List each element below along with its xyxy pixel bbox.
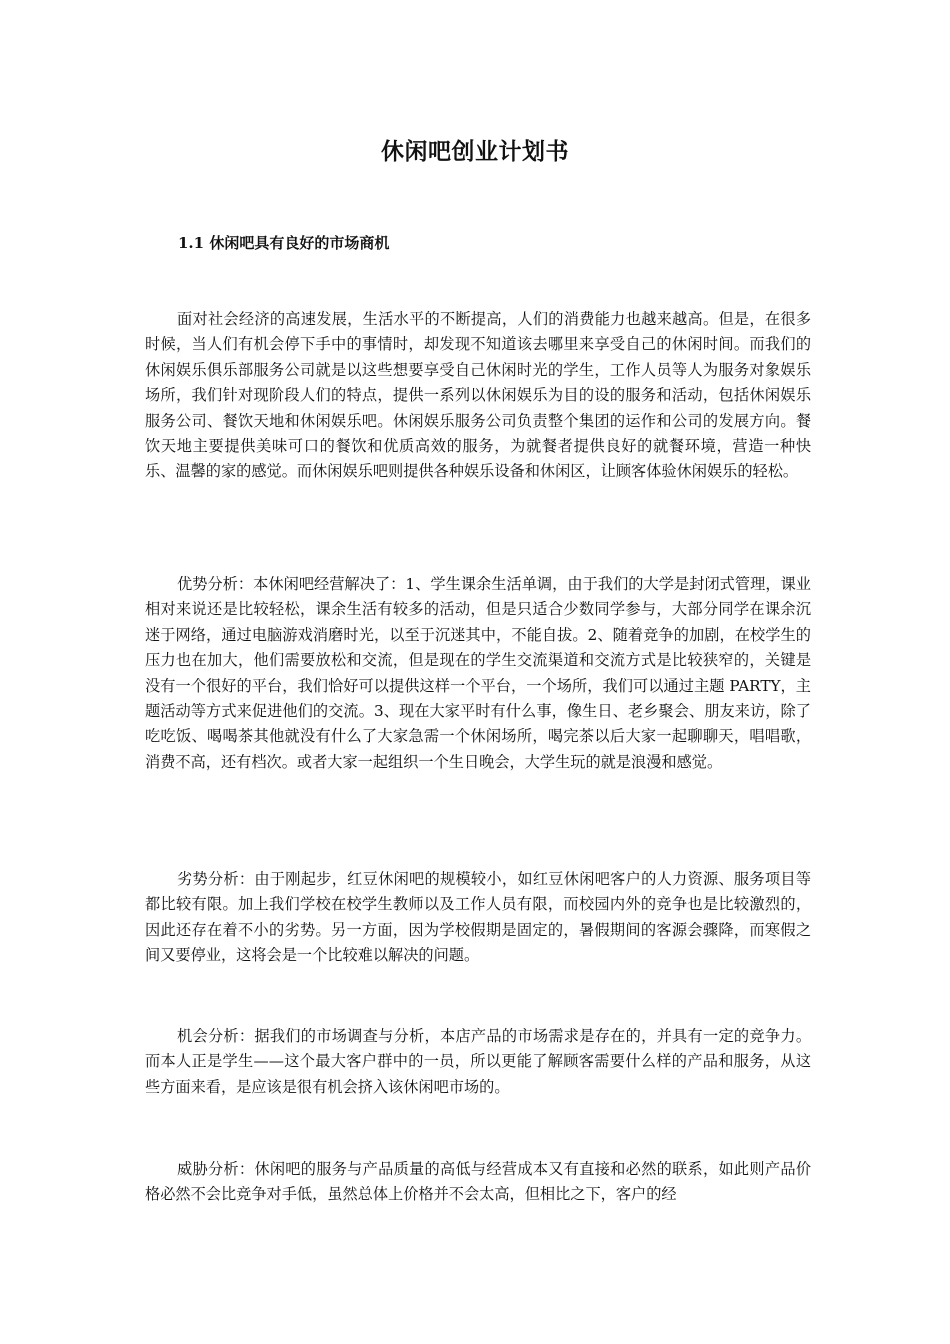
paragraph-threats: 威胁分析：休闲吧的服务与产品质量的高低与经营成本又有直接和必然的联系，如此则产品价格必然不会比竞争对手低，虽然总体上价格并不会太高，但相比之下，客户的经 (145, 1160, 811, 1204)
paragraph-intro: 面对社会经济的高速发展，生活水平的不断提高，人们的消费能力也越来越高。但是，在很多时候，当人们有机会停下手中的事情时，却发现不知道该去哪里来享受自己的休闲时间。而我们的休闲娱乐俱乐部服务公司就是以这些想要享受自己休闲时光的学生，工作人员等人为服务对象娱乐场所，我们针对现阶段人们的特点，提供一系列以休闲娱乐为目的设的服务和活动，包括休闲娱乐服务公司、餐饮天地和休闲娱乐吧。休闲娱乐服务公司负责整个集团的运作和公司的发展方向。餐饮天地主要提供美味可口的餐饮和优质高效的服务，为就餐者提供良好的就餐环境，营造一种快乐、温馨的家的感觉。而休闲娱乐吧则提供各种娱乐设备和休闲区，让顾客体验休闲娱乐的轻松。 (145, 310, 811, 481)
paragraph-strengths: 优势分析：本休闲吧经营解决了：1、学生课余生活单调，由于我们的大学是封闭式管理，课业相对来说还是比较轻松，课余生活有较多的活动，但是只适合少数同学参与，大部分同学在课余沉迷于网络，通过电脑游戏消磨时光，以至于沉迷其中，不能自拔。2、随着竞争的加剧，在校学生的压力也在加大，他们需要放松和交流，但是现在的学生交流渠道和交流方式是比较狭窄的，关键是没有一个很好的平台，我们恰好可以提供这样一个平台，一个场所，我们可以通过主题 PARTY，主题活动等方式来促进他们的交流。3、现在大家平时有什么事，像生日、老乡聚会、朋友来访，除了吃吃饭、喝喝茶其他就没有什么了大家急需一个休闲场所，喝完茶以后大家一起聊聊天，唱唱歌，消费不高，还有档次。或者大家一起组织一个生日晚会，大学生玩的就是浪漫和感觉。 (145, 575, 811, 771)
paragraph-opportunities: 机会分析：据我们的市场调查与分析，本店产品的市场需求是存在的，并具有一定的竞争力。而本人正是学生——这个最大客户群中的一员，所以更能了解顾客需要什么样的产品和服务，从这些方面来看，是应该是很有机会挤入该休闲吧市场的。 (145, 1027, 811, 1096)
section-heading: 1.1 休闲吧具有良好的市场商机 (178, 234, 390, 252)
paragraph-weaknesses: 劣势分析：由于刚起步，红豆休闲吧的规模较小，如红豆休闲吧客户的人力资源、服务项目等都比较有限。加上我们学校在校学生教师以及工作人员有限，而校园内外的竞争也是比较激烈的，因此还存在着不小的劣势。另一方面，因为学校假期是固定的，暑假期间的客源会骤降，而寒假之间又要停业，这将会是一个比较难以解决的问题。 (145, 870, 811, 965)
document-title: 休闲吧创业计划书 (381, 138, 569, 165)
